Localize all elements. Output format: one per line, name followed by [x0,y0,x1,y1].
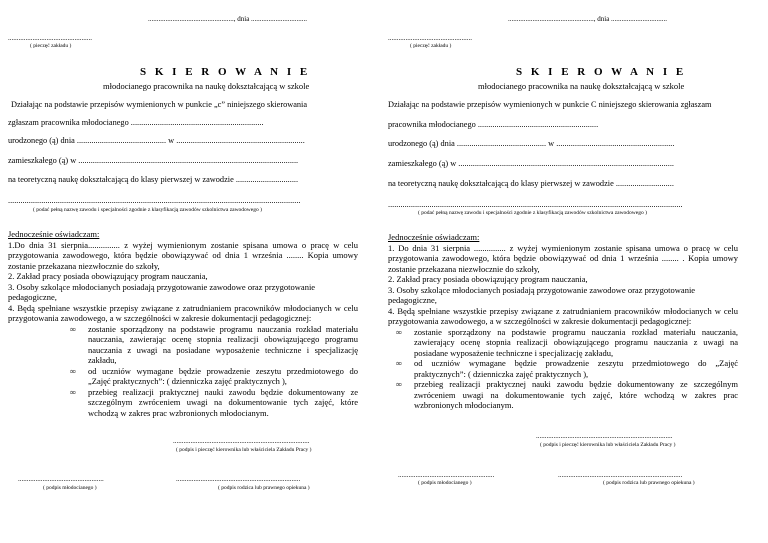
declaration-bullet-3: ∞ przebieg realizacji praktycznej nauki zawodu będzie dokumentowany ze szczególnym zwróceniem uwagi na dokumentowanie tych zajęć, które wchodzą w zakres prac wzbronionych młodocianym. [88,387,358,419]
form-title: S K I E R O W A N I E [516,66,687,78]
signature-student-dots: ....................................................... [398,471,495,479]
form-line-1: Działając na podstawie przepisów wymienionych w punkcie „c” niniejszego skierowania [11,100,308,109]
stamp-dots: ................................................ [8,34,92,42]
declaration-bullet-3: ∞ przebieg realizacji praktycznej nauki zawodu będzie dokumentowany ze szczególnym zwróceniem uwagi na dokumentowanie tych zajęć, które wchodzą w zakres prac wzbronionych młodocianym. [414,379,738,411]
signature-parent-caption: ( podpis rodzica lub prawnego opiekuna ) [603,480,695,486]
form-line-1: Działając na podstawie przepisów wymienionych w punkcie C niniejszego skierowania zgłaszam [388,100,712,109]
stamp-dots: ................................................ [388,34,472,42]
declaration-bullet-1: ∞ zostanie sporządzony na podstawie programu nauczania rozkład materiału nauczania, zawierając ocenę stopnia realizacji obowiązującego programu nauczania z uwagi na posiadane wyposażenie techniczne i specjalizację zakładu, [88,324,358,366]
signature-student-caption: ( podpis młodocianego ) [418,480,472,486]
declaration-point-4: 4. Będą spełniane wszystkie przepisy związane z zatrudnianiem pracowników młodocianych w celu przygotowania zawodowego, a w szczególności w zakresie dokumentacji pedagogicznej: [388,305,738,326]
signature-manager-caption: ( podpis i pieczęć kierownika lub właściciela Zakładu Pracy ) [176,447,312,453]
signature-student-caption: ( podpis młodocianego ) [43,485,97,491]
declaration-bullet-1: ∞ zostanie sporządzony na podstawie programu nauczania rozkład materiału nauczania, zawierający ocenę stopnia realizacji obowiązującego programu nauczania z uwagi na posiadane wyposażenie techniczne i specjalizację zakładu, [414,327,738,359]
declaration-point-4: 4. Będą spełniane wszystkie przepisy związane z zatrudnianiem pracowników młodocianych w celu przygotowania zawodowego, a w szczególności w zakresie dokumentacji pedagogicznej: [8,302,358,323]
declaration-heading: Jednocześnie oświadczam: [388,232,480,242]
profession-caption: ( podać pełną nazwę zawodu i specjalności zgodnie z klasyfikacją zawodów szkolnictwa zawodowego ) [33,207,262,213]
stamp-caption: ( pieczęć zakładu ) [410,43,452,49]
signature-parent-dots: ....................................................................... [176,475,301,483]
signature-parent-dots: ....................................................................... [558,471,683,479]
form-title: S K I E R O W A N I E [140,66,311,78]
form-subtitle: młodocianego pracownika na naukę dokształcającą w szkole [103,81,310,91]
form-line-3: urodzonego (ą) dnia ........................................... w .............................................................. [8,136,305,145]
declaration-block [388,232,738,411]
right-form [388,0,760,543]
signature-student-dots: ................................................. [18,475,104,483]
declaration-point-1: 1.Do dnia 31 sierpnia............... z wyżej wymienionym zostanie spisana umowa o pracę w celu przygotowania zawodowego, która będzie obowiązywać od dnia 1 września ........ Kopia umowy zostanie przekazana niezwłocznie do szkoły, [8,239,358,271]
declaration-point-3: 3. Osoby szkolące młodocianych posiadają przygotowanie zawodowe oraz przygotowanie pedagogiczne, [388,284,696,305]
signature-manager-dots: .............................................................................. [173,437,310,445]
form-line-6: .............................................................................................................................................. [388,200,683,209]
form-line-2: pracownika młodocianego .......................................................... [388,120,599,129]
declaration-point-3: 3. Osoby szkolące młodocianych posiadają przygotowanie zawodowe oraz przygotowanie pedagogiczne, [8,281,316,302]
date-line: ................................................., dnia ................................ [508,15,668,23]
form-subtitle: młodocianego pracownika na naukę dokształcającą w szkole [478,81,685,91]
declaration-point-1: 1. Do dnia 31 sierpnia ............... z wyżej wymienionym zostanie spisana umowa o pracę w celu przygotowania zawodowego, która będzie obowiązywać od dnia 1 września ........ . Kopia umowy zostanie przekazana niezwłocznie do szkoły, [388,242,738,274]
form-line-6: ............................................................................................................................................. [8,196,301,205]
signature-manager-dots: .............................................................................. [536,432,673,440]
declaration-block [8,229,358,418]
form-line-5: na teoretyczną naukę dokształcającą do klasy pierwszej w zawodzie .............................. [8,175,299,184]
profession-caption: ( podać pełną nazwę zawodu i specjalności zgodnie z klasyfikacją zawodów szkolnictwa zawodowego ) [418,210,647,216]
date-line: ................................................., dnia ................................ [148,15,308,23]
form-line-4: zamieszkałego (ą) w .......................................................................................................... [8,156,299,165]
declaration-point-2: 2. Zakład pracy posiada obowiązujący program nauczania, [8,271,208,281]
declaration-bullet-2: ∞ od uczniów wymagane będzie prowadzenie zeszytu przedmiotowego do „Zajęć praktycznych”: ( dzienniczka zajęć praktycznych ), [414,358,738,379]
left-form [8,0,380,543]
signature-parent-caption: ( podpis rodzica lub prawnego opiekuna ) [218,485,310,491]
declaration-bullet-2: ∞ od uczniów wymagane będzie prowadzenie zeszytu przedmiotowego do „Zajęć praktycznych”: ( dzienniczka zajęć praktycznych ), [88,366,358,387]
stamp-caption: ( pieczęć zakładu ) [30,43,72,49]
form-line-3: urodzonego (ą) dnia ........................................... w ......................................................... [388,139,675,148]
signature-manager-caption: ( podpis i pieczęć kierownika lub właściciela Zakładu Pracy ) [540,442,676,448]
declaration-point-2: 2. Zakład pracy posiada obowiązujący program nauczania, [388,274,588,284]
form-line-5: na teoretyczną naukę dokształcającą do klasy pierwszej w zawodzie ............................ [388,179,674,188]
declaration-heading: Jednocześnie oświadczam: [8,229,100,239]
form-line-4: zamieszkałego (ą) w ........................................................................................................ [388,159,674,168]
form-line-2: zgłaszam pracownika młodocianego ................................................................ [8,118,264,127]
